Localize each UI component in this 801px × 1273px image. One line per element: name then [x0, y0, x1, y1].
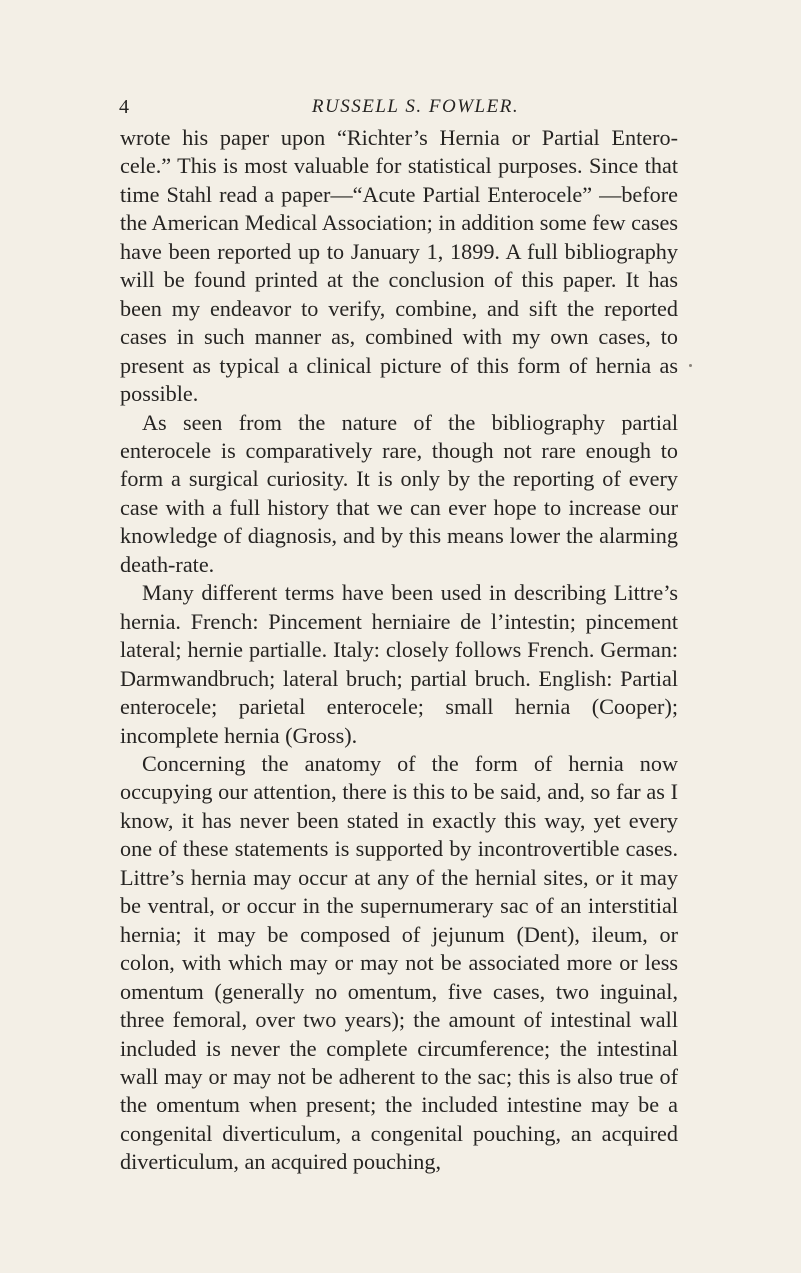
- paragraph-1: wrote his paper upon “Richter’s Hernia or Partial Entero-cele.” This is most valuable for statistical purposes. Since that time Stahl read a paper—“Acute Partial Enterocele” —before the American Medical Association; in addition some few cases have been reported up to January 1, 1899. A full bibliography will be found printed at the conclusion of this paper. It has been my endeavor to verify, combine, and sift the reported cases in such manner as, combined with my own cases, to present as typical a clinical picture of this form of hernia as possible.: [120, 125, 678, 407]
- margin-mark: [689, 364, 692, 367]
- paragraph-3: Many different terms have been used in describing Littre’s hernia. French: Pincement herniaire de l’intestin; pincement lateral; hernie partialle. Italy: closely follows French. German: Darmwandbruch; lateral bruch; partial bruch. English: Partial enterocele; parietal enterocele; small hernia (Cooper); incomplete hernia (Gross).: [120, 580, 678, 748]
- body-text: [120, 124, 678, 1177]
- running-head: RUSSELL S. FOWLER.: [311, 96, 520, 117]
- paragraph-4: Concerning the anatomy of the form of hernia now occupying our attention, there is this to be said, and, so far as I know, it has never been stated in exactly this way, yet every one of these statements is supported by incontrovertible cases. Littre’s hernia may occur at any of the hernial sites, or it may be ventral, or occur in the supernumerary sac of an interstitial hernia; it may be composed of jejunum (Dent), ileum, or colon, with which may or may not be associated more or less omentum (generally no omentum, five cases, two inguinal, three femoral, over two years); the amount of intestinal wall included is never the complete circumference; the intestinal wall may or may not be adherent to the sac; this is also true of the omentum when present; the included intestine may be a congenital diverticulum, a congenital pouching, an acquired diverticulum, an acquired pouching,: [120, 750, 678, 1175]
- paragraph-2: As seen from the nature of the bibliography partial enterocele is comparatively rare, though not rare enough to form a surgical curiosity. It is only by the reporting of every case with a full history that we can ever hope to increase our knowledge of diagnosis, and by this means lower the alarming death-rate.: [120, 409, 678, 577]
- page-number: 4: [119, 96, 129, 118]
- page-header: [0, 94, 801, 120]
